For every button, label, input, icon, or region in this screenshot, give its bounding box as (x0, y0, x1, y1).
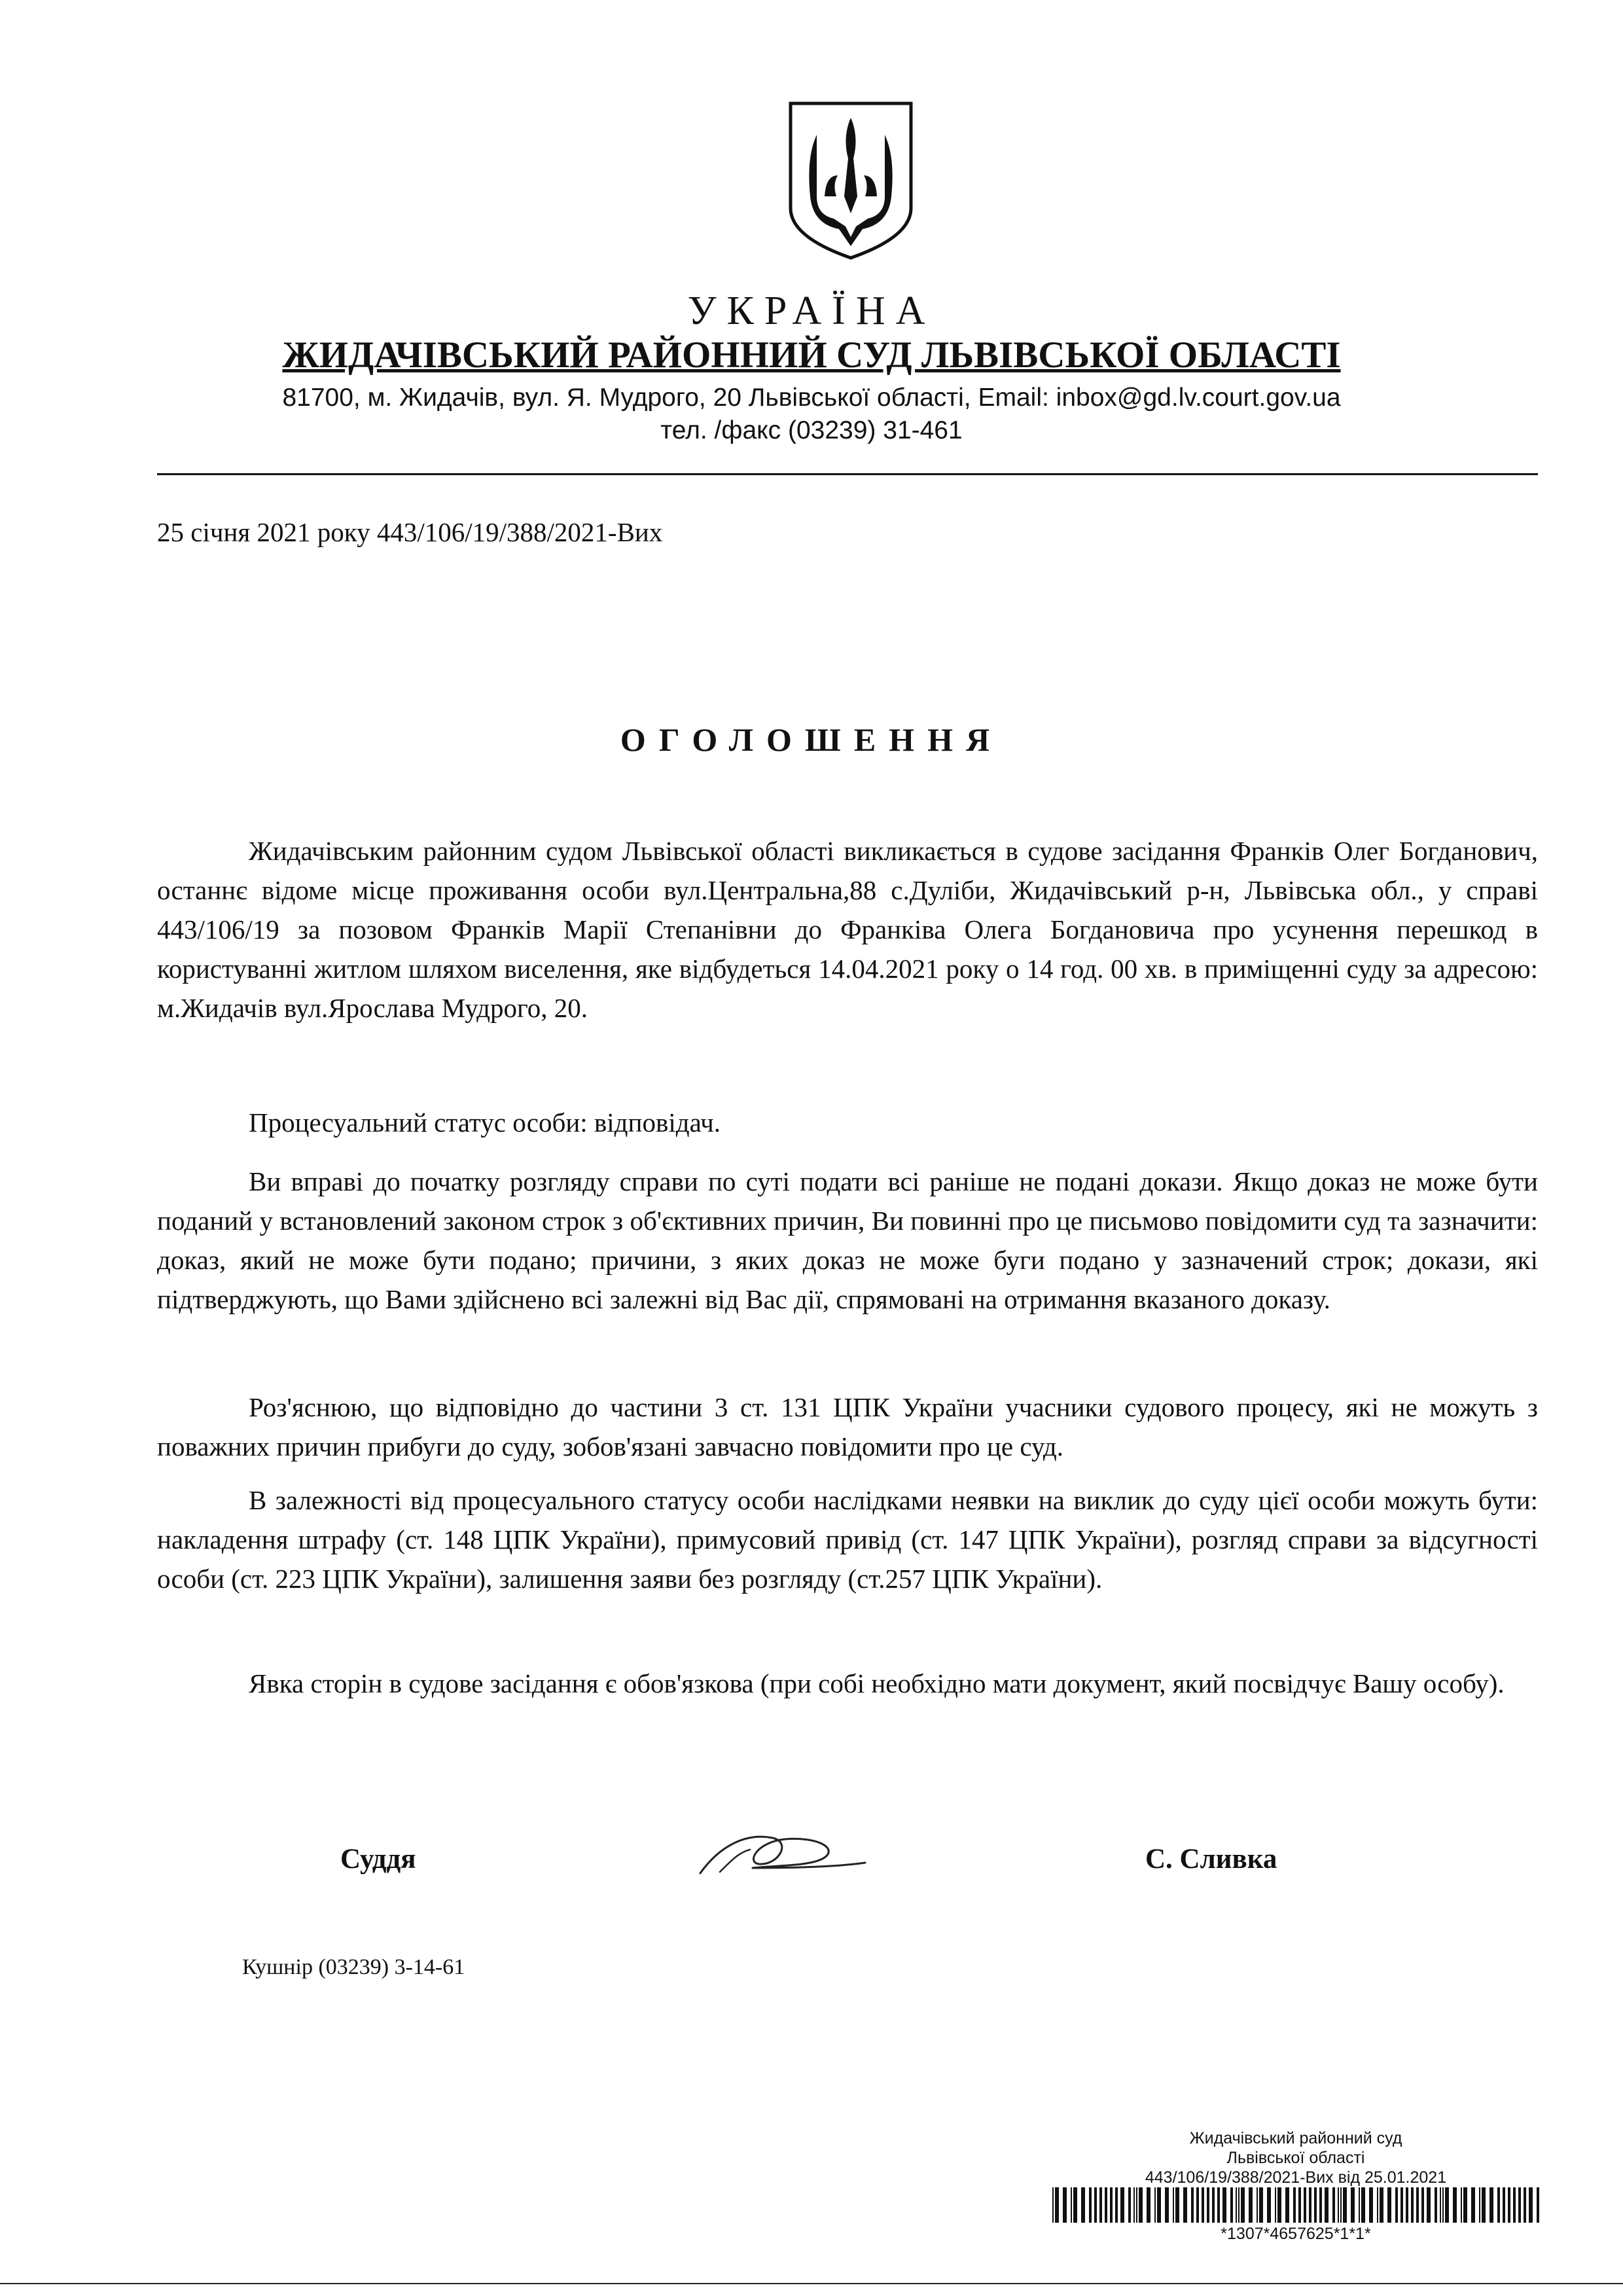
barcode-bar (1238, 2187, 1240, 2223)
barcode-bar (1115, 2187, 1118, 2223)
barcode-bar (1249, 2187, 1253, 2223)
barcode-bar (1524, 2187, 1526, 2223)
barcode-bar (1421, 2187, 1424, 2223)
barcode-bar (1416, 2187, 1419, 2223)
stamp-region: Львівської області (1226, 2149, 1365, 2167)
barcode-bar (1332, 2187, 1335, 2223)
barcode-bar (1257, 2187, 1258, 2223)
barcode-bar (1497, 2187, 1500, 2223)
barcode-bar (1445, 2187, 1449, 2223)
barcode-bar (1406, 2187, 1408, 2223)
barcode-bar (1157, 2187, 1161, 2223)
barcode-bar (1340, 2187, 1342, 2223)
barcode-bar (1377, 2187, 1378, 2223)
barcode-bar (1128, 2187, 1131, 2223)
barcode-bar (1099, 2187, 1102, 2223)
barcode-bar (1343, 2187, 1347, 2223)
barcode-bar (1453, 2187, 1457, 2223)
barcode-bar (1503, 2187, 1505, 2223)
barcode-bar (1338, 2187, 1339, 2223)
body-paragraph-attendance: Явка сторін в судове засідання є обов'язкова (при собі необхідно мати документ, який посвідчує Вашу особу). (249, 1668, 1505, 1698)
barcode-bar (1081, 2187, 1085, 2223)
barcode-bar (1217, 2187, 1220, 2223)
barcode-bar (1173, 2187, 1174, 2223)
barcode-bar (1442, 2187, 1444, 2223)
barcode-bar (1298, 2187, 1301, 2223)
handwritten-signature (694, 1820, 870, 1885)
scan-bottom-edge (0, 2283, 1623, 2284)
tryzub-coat-of-arms-icon (785, 98, 916, 262)
barcode-bar (1055, 2187, 1059, 2223)
barcode-bar (1471, 2187, 1475, 2223)
barcode-bar (1259, 2187, 1263, 2223)
barcode-bar (1073, 2187, 1077, 2223)
barcode-bar (1411, 2187, 1414, 2223)
barcode-bar (1275, 2187, 1276, 2223)
document-title: ОГОЛОШЕННЯ (620, 721, 1003, 758)
barcode-bar (1369, 2187, 1373, 2223)
court-address: 81700, м. Жидачів, вул. Я. Мудрого, 20 Львівської області, Email: inbox@gd.lv.court.gov.ua (282, 384, 1341, 412)
barcode-bar (1482, 2187, 1486, 2223)
barcode-bar (1427, 2187, 1431, 2223)
barcode-bar (1165, 2187, 1169, 2223)
barcode-caption: *1307*4657625*1*1* (1221, 2225, 1371, 2243)
barcode-bar (1207, 2187, 1209, 2223)
executor-contact: Кушнір (03239) 3-14-61 (242, 1955, 465, 1979)
barcode-bar (1463, 2187, 1467, 2223)
barcode-bar (1461, 2187, 1462, 2223)
barcode-bar (1277, 2187, 1281, 2223)
barcode-bar (1518, 2187, 1521, 2223)
body-paragraph-evidence: Ви вправі до початку розгляду справи по суті подати всі раніше не подані докази. Якщо доказ не може бути поданий у встановлений законом строк з об'єктивних причин, Ви повинні про це письмово повідомити суд та зазначити: доказ, який не може бути подано; причини, з яких доказ не може буги подано у зазначений строк; докази, які підтверджують, що Вами здійснено всі залежні від Вас дії, спрямовані на отримання вказаного доказу. (157, 1166, 1538, 1314)
barcode-bar (1435, 2187, 1437, 2223)
barcode-bar (1314, 2187, 1317, 2223)
barcode-bar (1222, 2187, 1226, 2223)
barcode-bar (1508, 2187, 1510, 2223)
barcode-bar (1513, 2187, 1516, 2223)
barcode-bar (1361, 2187, 1365, 2223)
barcode-bar (1479, 2187, 1480, 2223)
barcode-bar (1537, 2187, 1539, 2223)
barcode-bar (1154, 2187, 1156, 2223)
barcode-bar (1202, 2187, 1204, 2223)
judge-role-label: Суддя (340, 1844, 416, 1874)
court-name: ЖИДАЧІВСЬКИЙ РАЙОННИЙ СУД ЛЬВІВСЬКОЇ ОБЛАСТІ (282, 334, 1341, 376)
barcode-bar (1236, 2187, 1237, 2223)
body-paragraph-status: Процесуальний статус особи: відповідач. (249, 1107, 721, 1138)
registration-barcode (1052, 2187, 1539, 2223)
body-paragraph-consequences: В залежності від процесуального статусу особи наслідками неявки на виклик до суду цієї особи можуть бути: накладення штрафу (ст. 148 ЦПК України), примусовий привід (ст. 147 ЦПК України), розгляд справи за відсугності особи (ст. 223 ЦПК України), залишення заяви без розгляду (ст.257 ЦПК України). (157, 1485, 1538, 1594)
barcode-bar (1175, 2187, 1179, 2223)
barcode-bar (1395, 2187, 1398, 2223)
barcode-bar (1267, 2187, 1271, 2223)
barcode-bar (1196, 2187, 1199, 2223)
barcode-bar (1241, 2187, 1245, 2223)
stamp-court-name: Жидачівський районний суд (1189, 2129, 1402, 2147)
barcode-bar (1183, 2187, 1187, 2223)
barcode-bar (1147, 2187, 1150, 2223)
barcode-bar (1529, 2187, 1533, 2223)
judge-name: С. Сливка (1145, 1844, 1277, 1874)
court-phone: тел. /факс (03239) 31-461 (660, 416, 963, 444)
barcode-bar (1285, 2187, 1289, 2223)
outgoing-reference: 25 січня 2021 року 443/106/19/388/2021-Вих (157, 517, 663, 547)
barcode-bar (1052, 2187, 1054, 2223)
barcode-bar (1105, 2187, 1107, 2223)
barcode-bar (1094, 2187, 1097, 2223)
barcode-bar (1212, 2187, 1215, 2223)
barcode-bar (1230, 2187, 1233, 2223)
barcode-bar (1089, 2187, 1092, 2223)
barcode-bar (1120, 2187, 1124, 2223)
body-paragraph-explanation: Роз'яснюю, що відповідно до частини 3 ст. 131 ЦПК України учасники судового процесу, які не можуть з поважних причин прибуги до суду, зобов'язані завчасно повідомити про це суд. (157, 1392, 1538, 1462)
barcode-bar (1136, 2187, 1137, 2223)
body-paragraph-summons: Жидачівським районним судом Львівської області викликається в судове засідання Франків Олег Богданович, останнє відоме місце проживання особи вул.Центральна,88 с.Дуліби, Жидачівський р-н, Львівська обл., у справі 443/106/19 за позовом Франків Марії Степанівни до Франківа Олега Богдановича про усунення перешкод в користуванні житлом шляхом виселення, яке відбудеться 14.04.2021 року о 14 год. 00 хв. в приміщенні суду за адресою: м.Жидачів вул.Ярослава Мудрого, 20. (157, 836, 1538, 1023)
barcode-bar (1309, 2187, 1311, 2223)
barcode-bar (1351, 2187, 1355, 2223)
letterhead-divider (157, 473, 1538, 475)
barcode-bar (1063, 2187, 1067, 2223)
barcode-bar (1400, 2187, 1403, 2223)
barcode-bar (1304, 2187, 1306, 2223)
country-heading: УКРАЇНА (687, 289, 936, 333)
stamp-registration-number: 443/106/19/388/2021-Вих від 25.01.2021 (1145, 2168, 1447, 2187)
barcode-bar (1293, 2187, 1296, 2223)
barcode-bar (1440, 2187, 1441, 2223)
barcode-bar (1387, 2187, 1391, 2223)
barcode-bar (1359, 2187, 1360, 2223)
barcode-bar (1319, 2187, 1322, 2223)
barcode-bar (1380, 2187, 1383, 2223)
barcode-bar (1191, 2187, 1194, 2223)
barcode-bar (1110, 2187, 1113, 2223)
barcode-bar (1071, 2187, 1072, 2223)
barcode-bar (1133, 2187, 1135, 2223)
barcode-bar (1489, 2187, 1493, 2223)
barcode-bar (1325, 2187, 1329, 2223)
barcode-bar (1139, 2187, 1143, 2223)
